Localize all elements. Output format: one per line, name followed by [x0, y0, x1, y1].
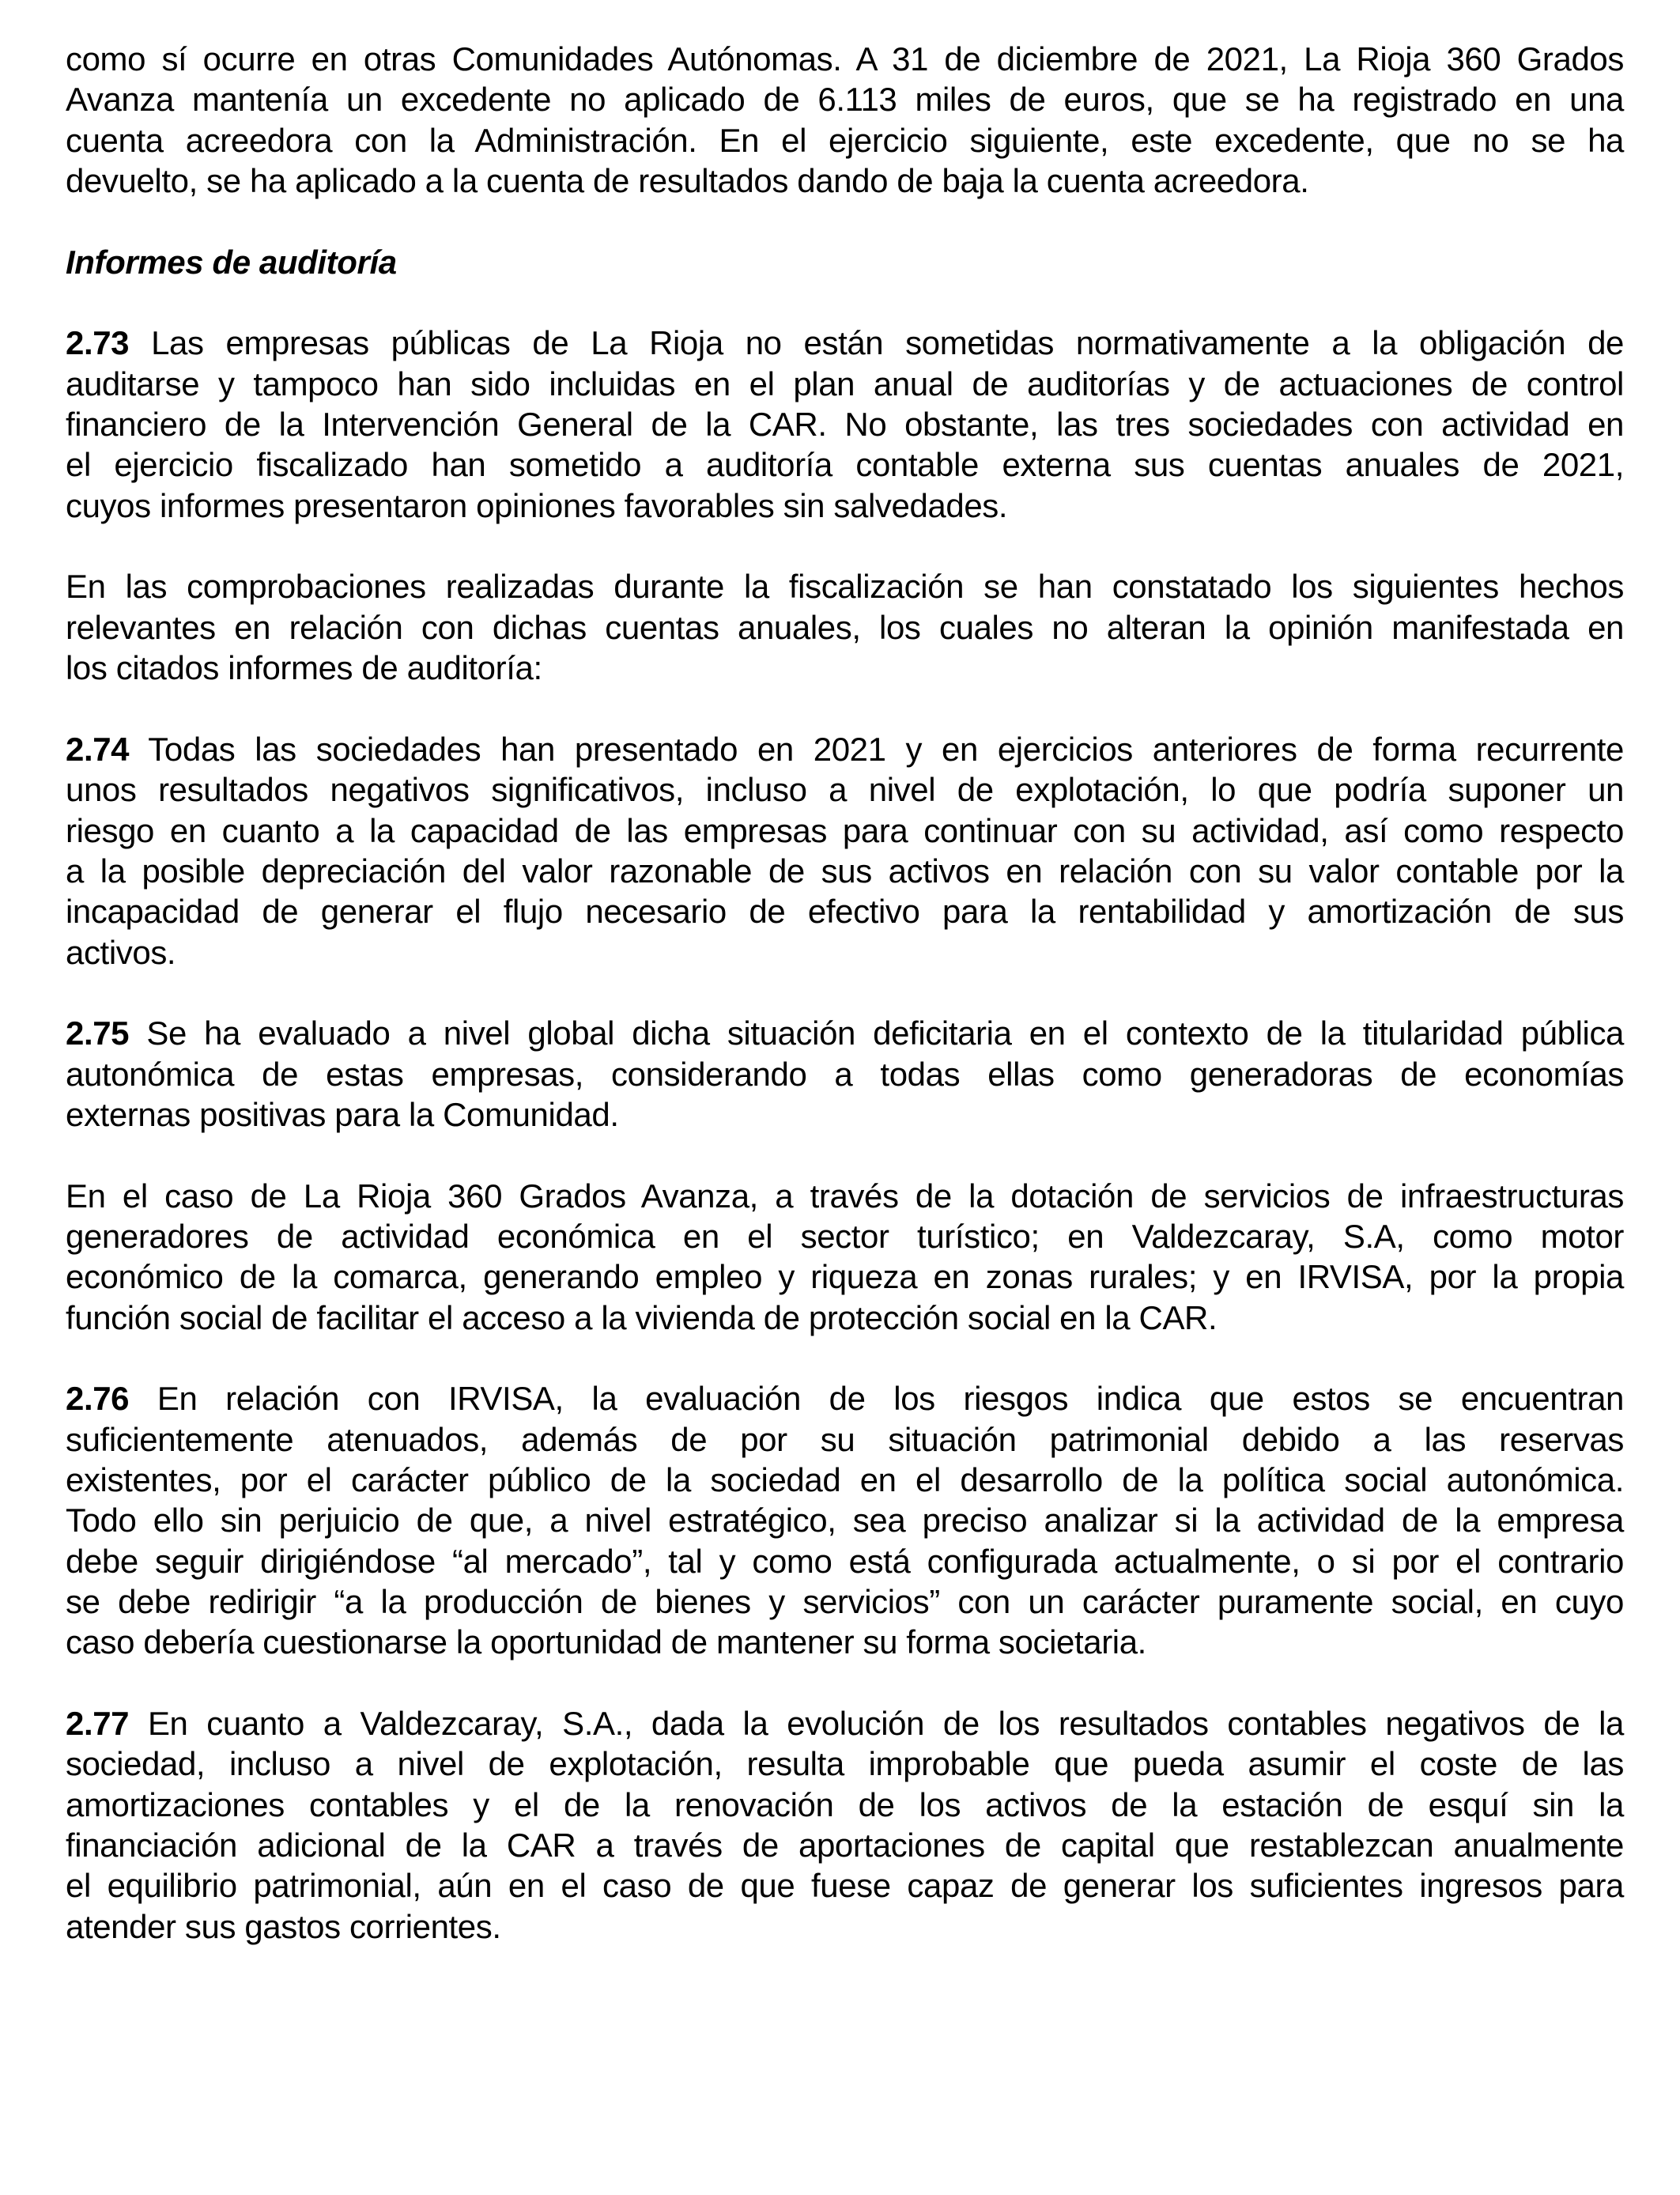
text-line — [66, 1013, 1624, 1053]
line-text: Se ha evaluado a nivel global dicha situación deficitaria en el contexto de la titularidad pública — [129, 1014, 1624, 1052]
line-text: relevantes en relación con dichas cuentas anuales, los cuales no alteran la opinión manifestada en — [66, 608, 1624, 646]
line-text: Todas las sociedades han presentado en 2021 y en ejercicios anteriores de forma recurrente — [129, 730, 1624, 768]
paragraph-number: 2.74 — [66, 730, 130, 768]
text-line — [66, 566, 1624, 606]
line-text: el ejercicio fiscalizado han sometido a auditoría contable externa sus cuentas anuales de 2021, — [66, 446, 1624, 484]
line-text: cuyos informes presentaron opiniones favorables sin salvedades. — [66, 486, 1008, 524]
paragraph-spacer — [66, 1135, 1624, 1175]
line-text: Todo ello sin perjuicio de que, a nivel estratégico, sea preciso analizar si la actividad de la empresa — [66, 1502, 1624, 1540]
line-text: como sí ocurre en otras Comunidades Autónomas. A 31 de diciembre de 2021, La Rioja 360 Grados — [66, 40, 1624, 77]
paragraph-number: 2.76 — [66, 1380, 130, 1418]
text-line — [66, 851, 1624, 891]
text-line — [66, 1378, 1624, 1419]
text-line — [66, 1825, 1624, 1865]
numbered-paragraph-2-77 — [66, 1703, 1624, 1947]
line-text: función social de facilitar el acceso a la vivienda de protección social en la CAR. — [66, 1298, 1218, 1336]
paragraph-number: 2.73 — [66, 324, 130, 362]
line-text: debe seguir dirigiéndose “al mercado”, tal y como está configurada actualmente, o si por el contrario — [66, 1542, 1624, 1580]
line-text: el equilibrio patrimonial, aún en el caso de que fuese capaz de generar los suficientes ingresos para — [66, 1867, 1624, 1905]
line-text: En el caso de La Rioja 360 Grados Avanza, a través de la dotación de servicios de infraestructuras — [66, 1177, 1624, 1215]
text-line — [66, 1054, 1624, 1094]
line-text: suficientemente atenuados, además de por su situación patrimonial debido a las reservas — [66, 1420, 1624, 1458]
paragraph-spacer — [66, 689, 1624, 729]
line-text: En cuanto a Valdezcaray, S.A., dada la evolución de los resultados contables negativos de la — [129, 1705, 1624, 1743]
line-text: atender sus gastos corrientes. — [66, 1907, 501, 1945]
line-text: unos resultados negativos significativos, incluso a nivel de explotación, lo que podría suponer un — [66, 771, 1624, 809]
numbered-paragraph-2-73 — [66, 323, 1624, 526]
text-line — [66, 1256, 1624, 1297]
text-line — [66, 932, 1624, 973]
text-line — [66, 810, 1624, 851]
document-body — [66, 39, 1624, 1947]
paragraph-spacer — [66, 282, 1624, 323]
text-line — [66, 769, 1624, 810]
text-line — [66, 1298, 1624, 1338]
line-text: caso debería cuestionarse la oportunidad de mantener su forma societaria. — [66, 1623, 1146, 1661]
text-line — [66, 1176, 1624, 1216]
text-line — [66, 444, 1624, 485]
line-text: Informes de auditoría — [66, 243, 397, 281]
text-line — [66, 161, 1624, 201]
line-text: amortizaciones contables y el de la renovación de los activos de la estación de esquí sin la — [66, 1785, 1624, 1823]
text-line — [66, 120, 1624, 161]
text-line — [66, 1785, 1624, 1825]
line-text: En relación con IRVISA, la evaluación de los riesgos indica que estos se encuentran — [129, 1380, 1624, 1418]
section-heading — [66, 242, 1624, 282]
paragraph-spacer — [66, 973, 1624, 1013]
line-text: financiación adicional de la CAR a través de aportaciones de capital que restablezcan anualmente — [66, 1827, 1624, 1864]
text-line — [66, 891, 1624, 931]
text-line — [66, 79, 1624, 119]
paragraph-spacer — [66, 1663, 1624, 1703]
line-text: autonómica de estas empresas, considerando a todas ellas como generadoras de economías — [66, 1055, 1624, 1093]
line-text: externas positivas para la Comunidad. — [66, 1095, 619, 1133]
paragraph — [66, 1176, 1624, 1338]
text-line — [66, 1460, 1624, 1500]
line-text: generadores de actividad económica en el sector turístico; en Valdezcaray, S.A, como motor — [66, 1217, 1624, 1255]
line-text: financiero de la Intervención General de la CAR. No obstante, las tres sociedades con actividad en — [66, 406, 1624, 444]
line-text: cuenta acreedora con la Administración. En el ejercicio siguiente, este excedente, que no se ha — [66, 121, 1624, 159]
line-text: económico de la comarca, generando empleo y riqueza en zonas rurales; y en IRVISA, por la propia — [66, 1258, 1624, 1296]
line-text: Las empresas públicas de La Rioja no están sometidas normativamente a la obligación de — [129, 324, 1624, 362]
text-line — [66, 39, 1624, 79]
text-line — [66, 404, 1624, 444]
text-line — [66, 1541, 1624, 1581]
line-text: activos. — [66, 933, 176, 971]
text-line — [66, 323, 1624, 363]
numbered-paragraph-2-76 — [66, 1378, 1624, 1662]
line-text: existentes, por el carácter público de la sociedad en el desarrollo de la política social autonómica. — [66, 1461, 1624, 1499]
text-line — [66, 1703, 1624, 1744]
paragraph — [66, 39, 1624, 201]
paragraph-number: 2.77 — [66, 1705, 130, 1743]
paragraph-spacer — [66, 526, 1624, 566]
numbered-paragraph-2-74 — [66, 729, 1624, 973]
text-line — [66, 1500, 1624, 1540]
line-text: incapacidad de generar el flujo necesario de efectivo para la rentabilidad y amortización de sus — [66, 893, 1624, 931]
text-line — [66, 729, 1624, 769]
line-text: los citados informes de auditoría: — [66, 649, 542, 687]
text-line — [66, 1216, 1624, 1256]
text-line — [66, 485, 1624, 526]
paragraph-number: 2.75 — [66, 1014, 130, 1052]
line-text: se debe redirigir “a la producción de bienes y servicios” con un carácter puramente social, en cuyo — [66, 1583, 1624, 1621]
line-text: Avanza mantenía un excedente no aplicado de 6.113 miles de euros, que se ha registrado en una — [66, 81, 1624, 119]
numbered-paragraph-2-75 — [66, 1013, 1624, 1135]
paragraph-spacer — [66, 1338, 1624, 1378]
text-line — [66, 1419, 1624, 1460]
paragraph-spacer — [66, 201, 1624, 241]
text-line — [66, 1865, 1624, 1906]
text-line — [66, 648, 1624, 688]
text-line — [66, 1094, 1624, 1135]
line-text: En las comprobaciones realizadas durante la fiscalización se han constatado los siguientes hechos — [66, 568, 1624, 606]
text-line — [66, 1906, 1624, 1947]
text-line — [66, 364, 1624, 404]
text-line — [66, 242, 1624, 282]
line-text: auditarse y tampoco han sido incluidas en el plan anual de auditorías y de actuaciones de control — [66, 365, 1624, 402]
text-line — [66, 1581, 1624, 1622]
text-line — [66, 607, 1624, 648]
line-text: sociedad, incluso a nivel de explotación, resulta improbable que pueda asumir el coste de las — [66, 1745, 1624, 1783]
text-line — [66, 1744, 1624, 1784]
line-text: riesgo en cuanto a la capacidad de las empresas para continuar con su actividad, así como respecto — [66, 811, 1624, 849]
line-text: a la posible depreciación del valor razonable de sus activos en relación con su valor contable por la — [66, 852, 1624, 890]
paragraph — [66, 566, 1624, 688]
line-text: devuelto, se ha aplicado a la cuenta de resultados dando de baja la cuenta acreedora. — [66, 162, 1309, 200]
text-line — [66, 1622, 1624, 1662]
